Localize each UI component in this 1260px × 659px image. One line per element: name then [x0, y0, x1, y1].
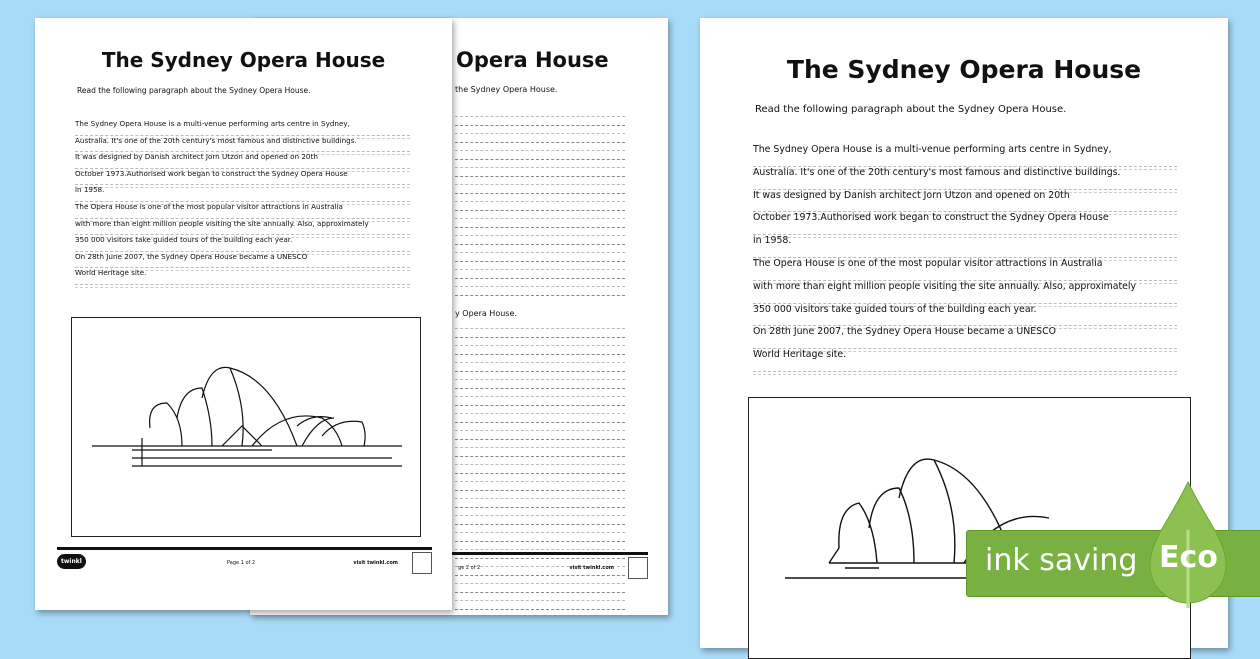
- page-footer: [440, 552, 648, 591]
- paragraph-line: It was designed by Danish architect Jorn Utzon and opened on 20th: [75, 152, 410, 169]
- paragraph-line: in 1958.: [75, 185, 410, 202]
- intro-text: Read the following paragraph about the Sydney Opera House.: [77, 86, 311, 95]
- opera-house-image: [748, 397, 1191, 659]
- paragraph-line: It was designed by Danish architect Jorn Utzon and opened on 20th: [753, 190, 1177, 213]
- paragraph-line: Australia. It's one of the 20th century's most famous and distinctive buildings.: [75, 136, 410, 153]
- paragraph-line: with more than eight million people visiting the site annually. Also, approximately: [753, 281, 1177, 304]
- page-title: The Sydney Opera House: [786, 55, 1142, 84]
- paragraph-line: The Sydney Opera House is a multi-venue performing arts centre in Sydney,: [753, 144, 1177, 167]
- paragraph-line: On 28th June 2007, the Sydney Opera House became a UNESCO: [75, 252, 410, 269]
- intro-text: the Sydney Opera House.: [455, 85, 558, 94]
- handwriting-lines: [455, 116, 625, 303]
- page-title: The Sydney Opera House: [101, 48, 386, 72]
- intro-text: Read the following paragraph about the Sydney Opera House.: [755, 104, 1067, 115]
- paragraph-line: 350 000 visitors take guided tours of the building each year.: [753, 304, 1177, 327]
- paragraph: [753, 144, 1177, 372]
- paragraph-line: The Sydney Opera House is a multi-venue performing arts centre in Sydney,: [75, 119, 410, 136]
- eco-label: Eco: [1159, 540, 1218, 575]
- quality-badge-icon: [628, 557, 648, 579]
- paragraph-line: with more than eight million people visiting the site annually. Also, approximately: [75, 219, 410, 236]
- opera-house-drawing: [749, 398, 1190, 658]
- opera-house-image: [71, 317, 421, 537]
- paragraph-line: October 1973.Authorised work began to construct the Sydney Opera House: [753, 212, 1177, 235]
- site-link: visit twinkl.com: [353, 560, 398, 566]
- paragraph-line: in 1958.: [753, 235, 1177, 258]
- opera-house-drawing: [72, 318, 420, 536]
- quality-badge-icon: [412, 552, 432, 574]
- site-link: visit twinkl.com: [569, 565, 614, 571]
- intro-text-2: y Opera House.: [455, 309, 517, 318]
- page-title: Opera House: [456, 48, 609, 72]
- page-number: Page 1 of 2: [227, 560, 256, 566]
- paragraph-line: World Heritage site.: [75, 268, 410, 285]
- paragraph-line: Australia. It's one of the 20th century's most famous and distinctive buildings.: [753, 167, 1177, 190]
- worksheet-page-1: [35, 18, 452, 610]
- paragraph-line: October 1973.Authorised work began to construct the Sydney Opera House: [75, 169, 410, 186]
- twinkl-logo: twinkl: [57, 554, 86, 569]
- paragraph: [75, 119, 410, 285]
- paragraph-line: The Opera House is one of the most popular visitor attractions in Australia: [753, 258, 1177, 281]
- paragraph-line: On 28th June 2007, the Sydney Opera House became a UNESCO: [753, 326, 1177, 349]
- page-footer: [57, 547, 432, 586]
- paragraph-line: 350 000 visitors take guided tours of the building each year.: [75, 235, 410, 252]
- ink-saving-label: ink saving: [985, 543, 1138, 578]
- page-number: ge 2 of 2: [458, 565, 481, 571]
- paragraph-line: The Opera House is one of the most popular visitor attractions in Australia: [75, 202, 410, 219]
- paragraph-line: World Heritage site.: [753, 349, 1177, 372]
